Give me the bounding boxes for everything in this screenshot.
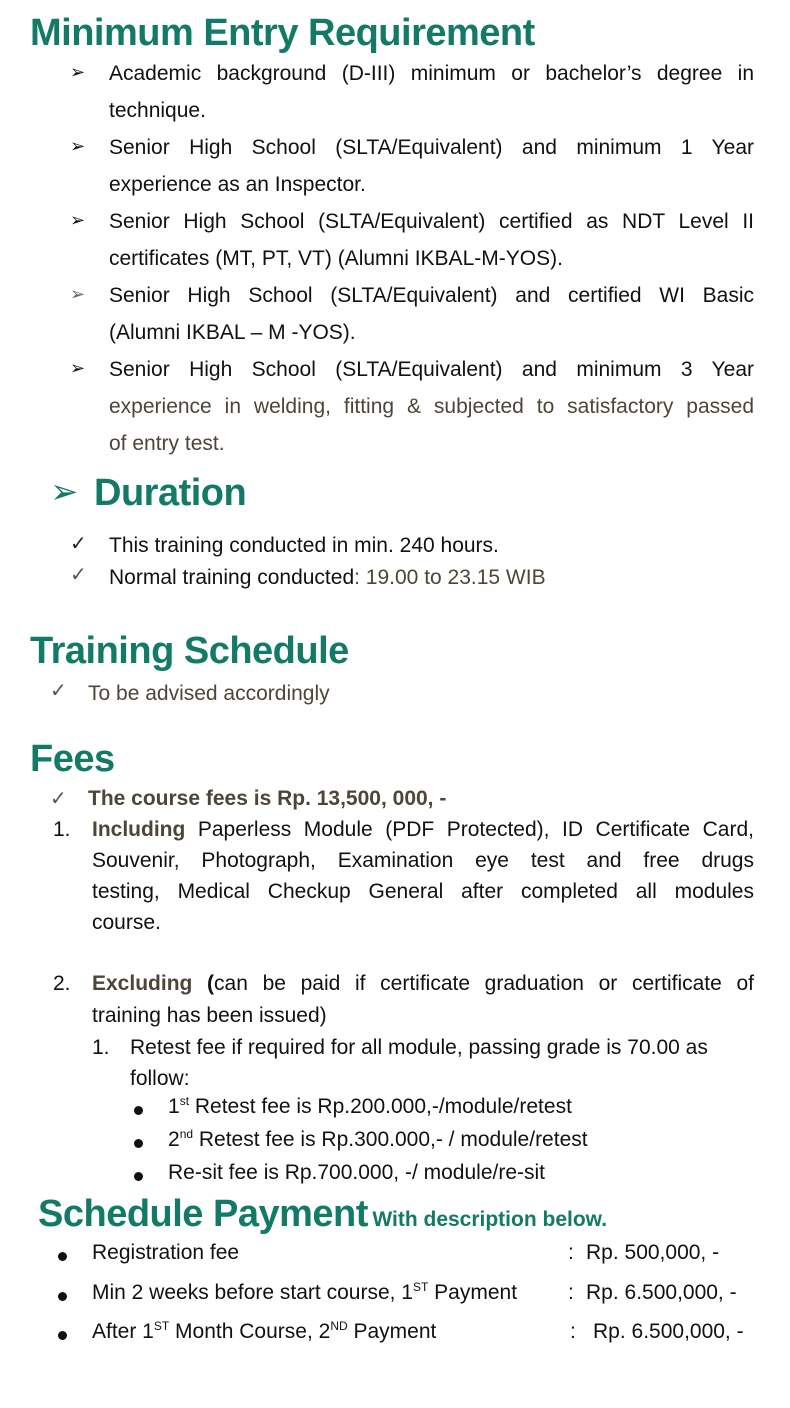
entry-item <box>109 203 754 277</box>
payment-label: Registration fee <box>92 1241 240 1264</box>
entry-item-line: Academic background (D-III) minimum or bachelor’s degree in <box>109 62 754 85</box>
checkmark-icon: ✓ <box>50 680 67 702</box>
entry-item-line: Senior High School (SLTA/Equivalent) certified as NDT Level II <box>109 210 754 233</box>
checkmark-icon: ✓ <box>70 564 87 586</box>
arrowhead-bullet-icon: ➢ <box>70 136 86 156</box>
payment-colon: : <box>568 1241 574 1264</box>
heading-minimum-entry: Minimum Entry Requirement <box>30 12 535 54</box>
payment-label: Payment <box>428 1281 518 1304</box>
entry-item-line: technique. <box>109 99 206 122</box>
list-number: 1. <box>53 818 71 841</box>
entry-item-line: experience in welding, fitting & subjected to satisfactory passed <box>109 395 754 418</box>
payment-label: Min 2 weeks before start course, 1 <box>92 1281 413 1304</box>
duration-time <box>109 559 546 596</box>
arrowhead-heading-icon: ➢ <box>50 473 79 511</box>
entry-item <box>109 129 754 203</box>
schedule-payment-heading <box>38 1193 607 1236</box>
retest-fee-text: Retest fee is Rp.200.000,-/module/retest <box>189 1095 572 1118</box>
bullet-icon <box>134 1139 143 1148</box>
list-number: 2. <box>53 972 71 995</box>
heading-duration: Duration <box>94 472 247 514</box>
entry-item-line: of entry test. <box>109 432 225 455</box>
retest-fee-item <box>168 1128 588 1152</box>
entry-item-line: (Alumni IKBAL – M -YOS). <box>109 321 356 344</box>
heading-training-schedule: Training Schedule <box>30 630 349 672</box>
resit-fee-text: Re-sit fee is Rp.700.000, -/ module/re-sit <box>168 1161 545 1184</box>
excluding-label: Excluding <box>92 972 193 995</box>
entry-item-line: experience as an Inspector. <box>109 173 366 196</box>
excluding-line: training has been issued) <box>92 1004 327 1027</box>
including-text: Paperless Module (PDF Protected), ID Certificate Card, <box>185 818 754 841</box>
payment-colon: : <box>568 1281 574 1304</box>
retest-info <box>130 1032 754 1094</box>
fees-including <box>92 814 754 938</box>
arrowhead-bullet-icon: ➢ <box>70 358 86 378</box>
payment-amount: Rp. 6.500,000, - <box>593 1320 744 1343</box>
ordinal-suffix: ND <box>330 1319 348 1333</box>
ordinal-suffix: nd <box>179 1127 194 1141</box>
duration-time-value: : 19.00 to 23.15 WIB <box>354 566 546 589</box>
ordinal-suffix: ST <box>153 1319 170 1333</box>
excluding-text: can be paid if certificate graduation or certificate of <box>214 972 754 995</box>
ordinal-suffix: ST <box>412 1280 429 1294</box>
including-line: Souvenir, Photograph, Examination eye test and free drugs <box>92 849 754 872</box>
entry-item-line: certificates (MT, PT, VT) (Alumni IKBAL-M-YOS). <box>109 247 563 270</box>
payment-label: Payment <box>347 1320 437 1343</box>
entry-item <box>109 351 754 462</box>
arrowhead-bullet-icon: ➢ <box>70 62 86 82</box>
arrowhead-bullet-icon: ➢ <box>70 284 86 304</box>
excluding-line <box>92 968 754 1000</box>
payment-colon: : <box>570 1320 576 1343</box>
including-line: testing, Medical Checkup General after completed all modules <box>92 880 754 903</box>
retest-fee-text: Retest fee is Rp.300.000,- / module/retest <box>193 1128 588 1151</box>
payment-amount: Rp. 6.500,000, - <box>586 1281 737 1304</box>
payment-amount: Rp. 500,000, - <box>586 1241 720 1264</box>
ordinal: 2 <box>168 1128 180 1151</box>
entry-item-line: Senior High School (SLTA/Equivalent) and minimum 1 Year <box>109 136 754 159</box>
ordinal: 1 <box>168 1095 180 1118</box>
including-label: Including <box>92 818 186 841</box>
entry-item-line: Senior High School (SLTA/Equivalent) and certified WI Basic <box>109 284 754 307</box>
fees-excluding <box>92 968 754 1032</box>
retest-fee-item <box>168 1095 572 1119</box>
list-number: 1. <box>92 1036 110 1059</box>
including-line: course. <box>92 911 161 934</box>
bullet-icon <box>134 1106 143 1115</box>
duration-time-label: Normal training conducted <box>109 566 355 589</box>
bullet-icon <box>58 1252 67 1261</box>
heading-schedule-payment: Schedule Payment <box>38 1193 368 1235</box>
entry-item-line: Senior High School (SLTA/Equivalent) and minimum 3 Year <box>109 358 754 381</box>
resit-fee-item <box>168 1161 545 1185</box>
payment-row-label <box>92 1320 436 1344</box>
retest-line: Retest fee if required for all module, passing grade is 70.00 as <box>130 1036 708 1059</box>
payment-row-label <box>92 1281 517 1305</box>
bullet-icon <box>134 1172 143 1181</box>
checkmark-icon: ✓ <box>70 533 87 555</box>
payment-subtitle: With description below. <box>372 1208 608 1231</box>
arrowhead-bullet-icon: ➢ <box>70 210 86 230</box>
excluding-paren: ( <box>192 972 215 995</box>
checkmark-icon: ✓ <box>50 788 67 810</box>
including-line <box>92 814 754 845</box>
schedule-note: To be advised accordingly <box>88 682 330 705</box>
bullet-icon <box>58 1292 67 1301</box>
heading-fees: Fees <box>30 738 115 780</box>
bullet-icon <box>58 1331 67 1340</box>
payment-row-label <box>92 1241 239 1265</box>
payment-label: After 1 <box>92 1320 154 1343</box>
course-fee: The course fees is Rp. 13,500, 000, - <box>88 787 447 810</box>
payment-label: Month Course, 2 <box>169 1320 331 1343</box>
retest-line: follow: <box>130 1067 190 1090</box>
ordinal-suffix: st <box>179 1094 190 1108</box>
entry-item <box>109 55 754 129</box>
entry-item <box>109 277 754 351</box>
duration-hours: This training conducted in min. 240 hours. <box>109 534 499 557</box>
